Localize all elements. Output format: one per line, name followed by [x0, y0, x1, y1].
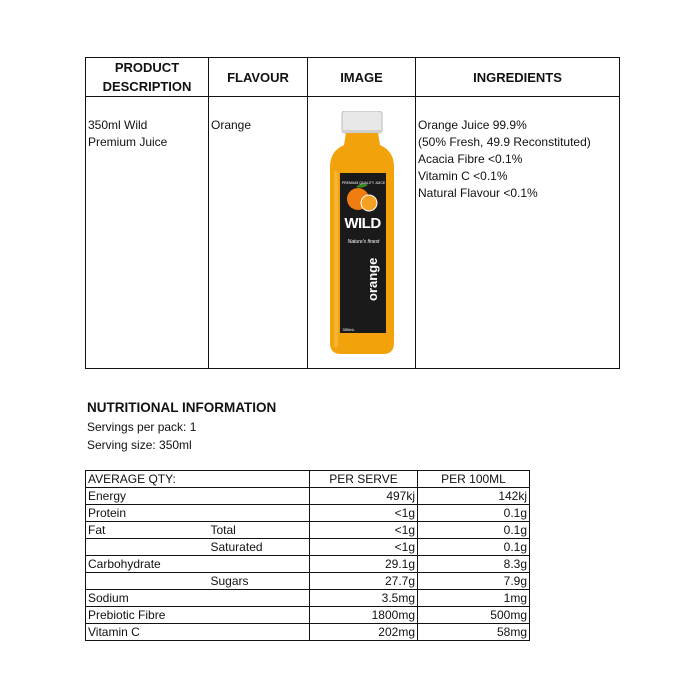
description-line2: Premium Juice [88, 135, 168, 149]
ingredient-line: Vitamin C <0.1% [418, 169, 508, 183]
header-product-description [86, 58, 209, 97]
per-serve-value: 27.7g [310, 573, 418, 590]
orange-slice-icon [361, 195, 377, 211]
description-line1: 350ml Wild [88, 118, 148, 132]
bottle-highlight [334, 171, 338, 347]
table-row [86, 590, 530, 607]
header-description-line2: DESCRIPTION [102, 79, 192, 94]
table-row [86, 488, 530, 505]
per-100ml-value: 500mg [418, 607, 530, 624]
table-row [86, 539, 530, 556]
nutrient-name: Protein [86, 505, 310, 522]
per-100ml-value: 58mg [418, 624, 530, 641]
nutrient-name [86, 539, 209, 556]
per-serve-value: <1g [310, 522, 418, 539]
per-100ml-value: 8.3g [418, 556, 530, 573]
bottle-quality-text: PREMIUM QUALITY JUICE [341, 180, 386, 185]
ingredient-line: Natural Flavour <0.1% [418, 186, 538, 200]
product-image-cell [308, 97, 416, 369]
nutrient-subname: Saturated [209, 539, 310, 556]
per-serve-value: <1g [310, 539, 418, 556]
per-100ml-value: 0.1g [418, 505, 530, 522]
ingredient-line: (50% Fresh, 49.9 Reconstituted) [418, 135, 591, 149]
nutrition-table [85, 470, 530, 641]
nutrition-table-body [86, 471, 530, 641]
nutrient-name: Fat [86, 522, 209, 539]
per-serve-value: 3.5mg [310, 590, 418, 607]
product-table [85, 57, 620, 369]
table-row [86, 624, 530, 641]
column-per-100ml: PER 100ML [418, 471, 530, 488]
bottle-cap [342, 111, 382, 133]
nutrition-header-row [86, 471, 530, 488]
per-serve-value: 202mg [310, 624, 418, 641]
column-per-serve: PER SERVE [310, 471, 418, 488]
table-row [86, 556, 530, 573]
header-description-line1: PRODUCT [114, 60, 180, 75]
table-row [86, 522, 530, 539]
per-100ml-value: 7.9g [418, 573, 530, 590]
ingredient-line: Orange Juice 99.9% [418, 118, 527, 132]
nutrient-name: Carbohydrate [86, 556, 310, 573]
per-serve-value: 497kj [310, 488, 418, 505]
per-100ml-value: 142kj [418, 488, 530, 505]
bottle-volume-text: 350mL [342, 326, 355, 332]
bottle-flavour-text: orange [364, 257, 380, 301]
bottle-graphic [328, 111, 396, 355]
per-100ml-value: 1mg [418, 590, 530, 607]
cap-ring [342, 130, 382, 133]
ingredient-line: Acacia Fibre <0.1% [418, 152, 523, 166]
nutrient-name [86, 573, 209, 590]
per-100ml-value: 0.1g [418, 522, 530, 539]
nutrient-name: Sodium [86, 590, 310, 607]
per-serve-value: 29.1g [310, 556, 418, 573]
serving-size: Serving size: 350ml [87, 438, 192, 452]
header-ingredients: INGREDIENTS [416, 58, 620, 97]
flavour-cell: Orange [209, 97, 308, 369]
table-row [86, 573, 530, 590]
product-header-row [86, 58, 620, 97]
per-serve-value: <1g [310, 505, 418, 522]
nutrient-name: Vitamin C [86, 624, 310, 641]
header-flavour: FLAVOUR [209, 58, 308, 97]
nutritional-info-heading: NUTRITIONAL INFORMATION [87, 400, 277, 415]
nutrient-subname: Total [209, 522, 310, 539]
per-100ml-value: 0.1g [418, 539, 530, 556]
product-description-cell [86, 97, 209, 369]
per-serve-value: 1800mg [310, 607, 418, 624]
column-average-qty: AVERAGE QTY: [86, 471, 310, 488]
nutrient-name: Prebiotic Fibre [86, 607, 310, 624]
product-row [86, 97, 620, 369]
nutrient-name: Energy [86, 488, 310, 505]
table-row [86, 607, 530, 624]
bottle-brand-text: WILD [344, 214, 381, 232]
juice-bottle-image [328, 111, 396, 355]
table-row [86, 505, 530, 522]
ingredients-cell [416, 97, 620, 369]
nutrient-subname: Sugars [209, 573, 310, 590]
header-image: IMAGE [308, 58, 416, 97]
servings-per-pack: Servings per pack: 1 [87, 420, 197, 434]
bottle-tagline-text: Nature's finest [347, 238, 380, 245]
